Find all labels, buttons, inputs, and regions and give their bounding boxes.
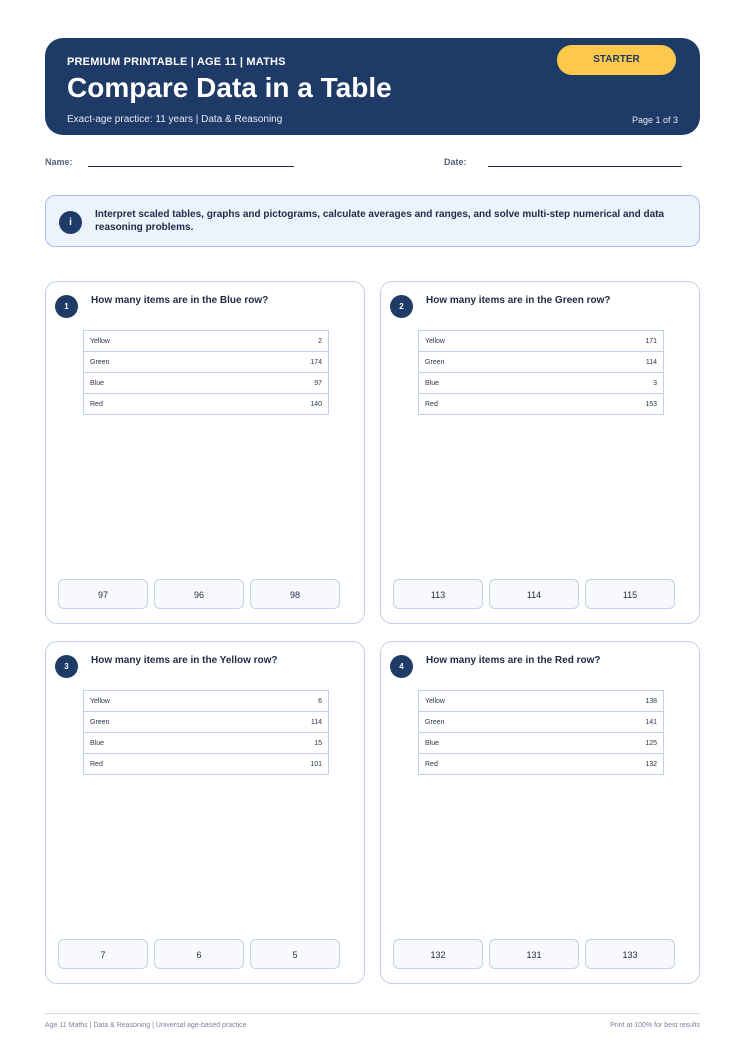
answer-choice-a[interactable]: 97 (58, 579, 148, 609)
table-row (84, 373, 329, 394)
question-text: How many items are in the Red row? (426, 655, 601, 666)
row-label: Red (84, 754, 224, 775)
page-number: Page 1 of 3 (631, 115, 678, 125)
question-card-4 (380, 641, 700, 984)
row-label: Green (84, 352, 224, 373)
row-label: Green (419, 712, 559, 733)
answer-choice-c[interactable]: 115 (585, 579, 675, 609)
row-label: Blue (84, 733, 224, 754)
question-number: 2 (390, 295, 413, 318)
answer-choice-c[interactable]: 133 (585, 939, 675, 969)
row-value: 140 (224, 394, 329, 415)
question-number: 3 (55, 655, 78, 678)
footer-left-text: Age 11 Maths | Data & Reasoning | Universal age-based practice (45, 1022, 247, 1029)
question-number: 4 (390, 655, 413, 678)
footer-right-text: Print at 100% for best results (610, 1022, 700, 1029)
question-text: How many items are in the Blue row? (91, 295, 269, 306)
table-row (84, 331, 329, 352)
row-value: 15 (224, 733, 329, 754)
footer-divider (45, 1013, 700, 1014)
table-row (84, 352, 329, 373)
info-box (45, 195, 700, 247)
row-value: 132 (559, 754, 664, 775)
table-row (84, 691, 329, 712)
row-value: 2 (224, 331, 329, 352)
name-label: Name: (45, 157, 73, 167)
table-row (84, 754, 329, 775)
page-title: Compare Data in a Table (67, 72, 392, 103)
table-row (419, 394, 664, 415)
table-row (84, 733, 329, 754)
table-row (84, 712, 329, 733)
row-value: 141 (559, 712, 664, 733)
answer-choices (393, 939, 675, 969)
answer-choices (58, 579, 340, 609)
question-card-2 (380, 281, 700, 624)
question-card-1 (45, 281, 365, 624)
row-label: Yellow (419, 691, 559, 712)
data-table (83, 690, 329, 775)
row-label: Yellow (419, 331, 559, 352)
answer-choice-c[interactable]: 5 (250, 939, 340, 969)
data-table (83, 330, 329, 415)
row-label: Blue (419, 373, 559, 394)
name-line[interactable] (88, 166, 294, 167)
answer-choices (393, 579, 675, 609)
answer-choice-a[interactable]: 132 (393, 939, 483, 969)
question-number: 1 (55, 295, 78, 318)
table-row (419, 754, 664, 775)
data-table (418, 330, 664, 415)
row-value: 3 (559, 373, 664, 394)
answer-choice-a[interactable]: 7 (58, 939, 148, 969)
table-row (419, 331, 664, 352)
row-value: 101 (224, 754, 329, 775)
answer-choice-c[interactable]: 98 (250, 579, 340, 609)
row-label: Red (419, 394, 559, 415)
info-text: Interpret scaled tables, graphs and pictograms, calculate averages and ranges, and solve multi-step numerical and data reasoning problems. (95, 209, 665, 233)
question-card-3 (45, 641, 365, 984)
answer-choice-b[interactable]: 114 (489, 579, 579, 609)
info-icon: i (59, 211, 82, 234)
question-text: How many items are in the Green row? (426, 295, 611, 306)
row-value: 138 (559, 691, 664, 712)
row-label: Blue (84, 373, 224, 394)
table-row (419, 373, 664, 394)
row-label: Yellow (84, 691, 224, 712)
row-label: Red (84, 394, 224, 415)
answer-choice-b[interactable]: 6 (154, 939, 244, 969)
row-value: 6 (224, 691, 329, 712)
row-value: 153 (559, 394, 664, 415)
table-row (419, 733, 664, 754)
header-subtitle: Exact-age practice: 11 years | Data & Reasoning (67, 114, 283, 125)
answer-choice-a[interactable]: 113 (393, 579, 483, 609)
row-value: 174 (224, 352, 329, 373)
table-row (84, 394, 329, 415)
table-row (419, 691, 664, 712)
row-value: 114 (559, 352, 664, 373)
date-line[interactable] (488, 166, 682, 167)
row-label: Green (84, 712, 224, 733)
answer-choice-b[interactable]: 131 (489, 939, 579, 969)
question-text: How many items are in the Yellow row? (91, 655, 278, 666)
level-badge: STARTER (557, 45, 676, 75)
row-label: Yellow (84, 331, 224, 352)
row-label: Green (419, 352, 559, 373)
row-value: 171 (559, 331, 664, 352)
answer-choices (58, 939, 340, 969)
row-label: Red (419, 754, 559, 775)
worksheet-header (45, 38, 700, 135)
row-label: Blue (419, 733, 559, 754)
answer-choice-b[interactable]: 96 (154, 579, 244, 609)
data-table (418, 690, 664, 775)
row-value: 97 (224, 373, 329, 394)
row-value: 114 (224, 712, 329, 733)
row-value: 125 (559, 733, 664, 754)
date-label: Date: (444, 157, 467, 167)
header-kicker: PREMIUM PRINTABLE | AGE 11 | MATHS (67, 56, 286, 68)
table-row (419, 352, 664, 373)
table-row (419, 712, 664, 733)
